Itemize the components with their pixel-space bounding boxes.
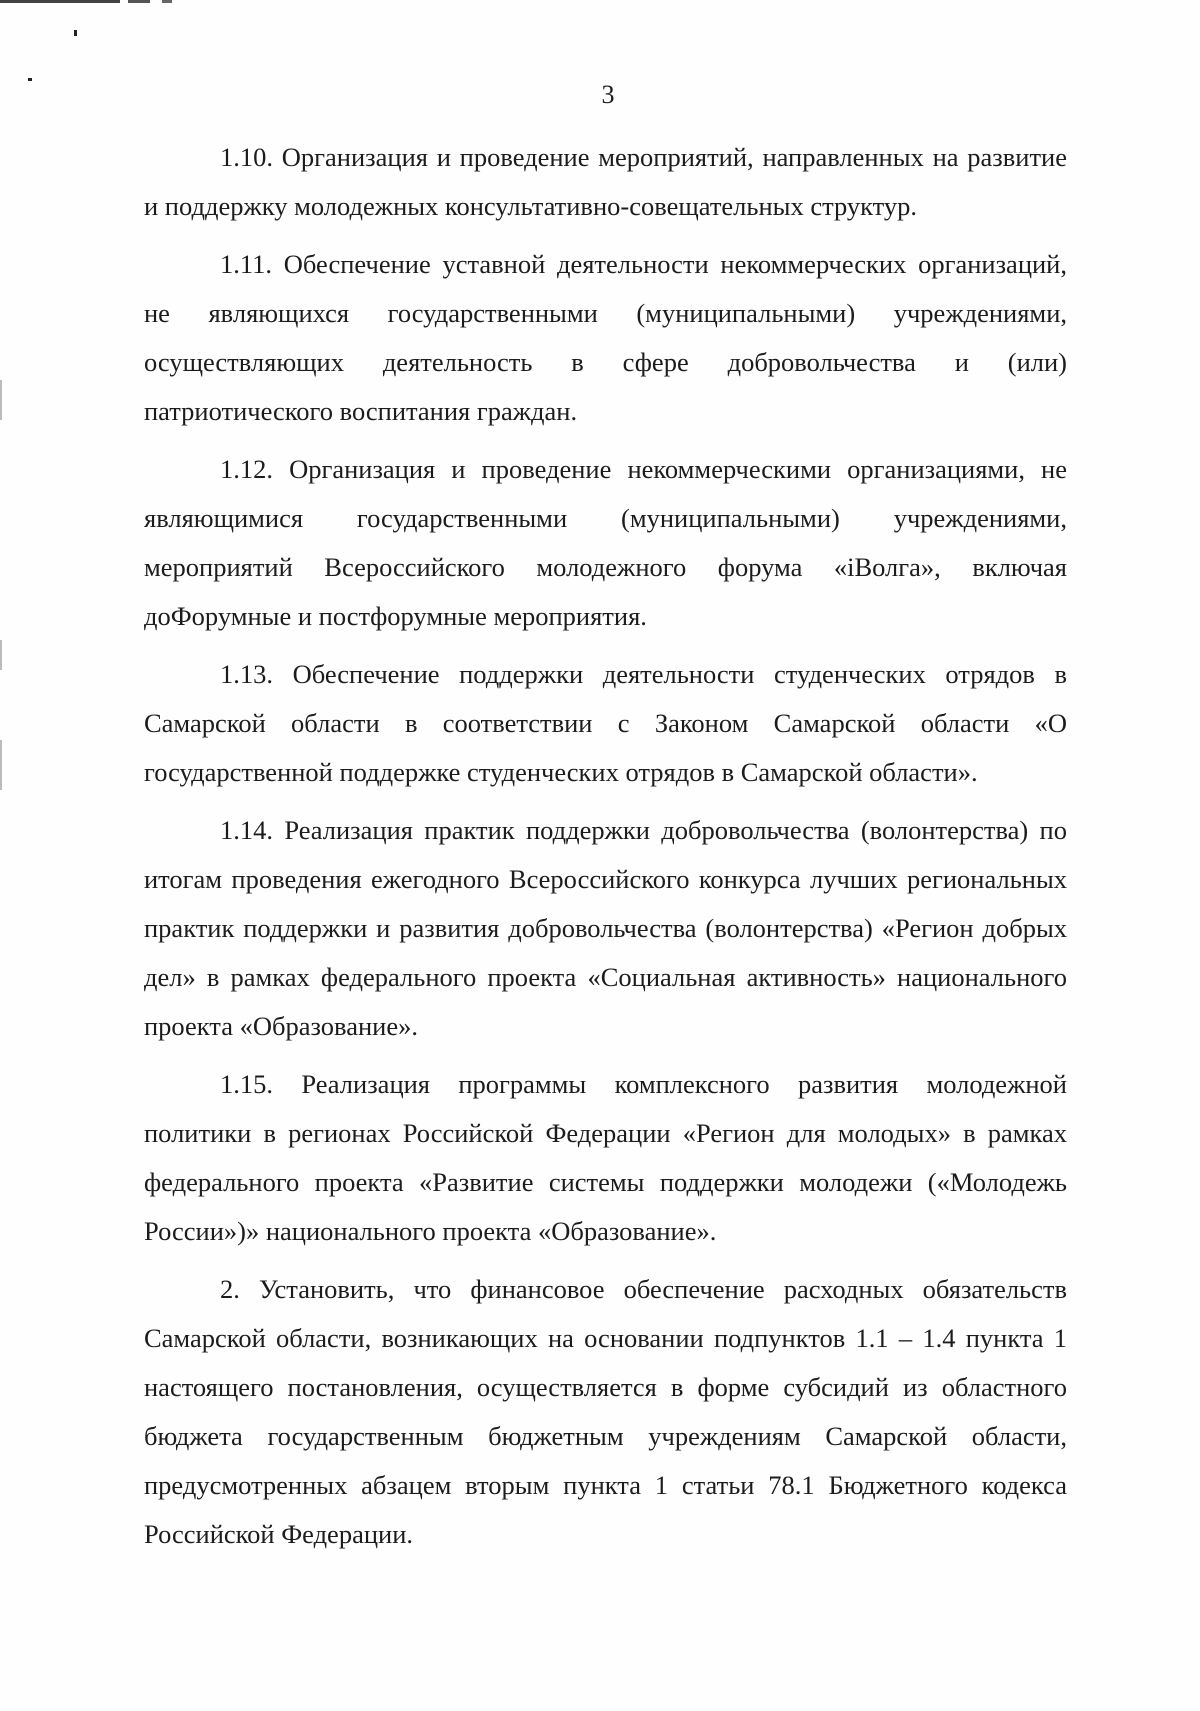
scan-artifact-dot (74, 30, 77, 36)
paragraph-1-11: 1.11. Обеспечение уставной деятельности некоммерческих организаций, не являющихся государственными (муниципальными) учреждениями, осуществляющих деятельность в сфере добровольчества и (или) патриотического воспитания граждан. (144, 249, 1067, 426)
scan-edge-mark (0, 740, 2, 790)
paragraph-1-15: 1.15. Реализация программы комплексного развития молодежной политики в регионах Российской Федерации «Регион для молодых» в рамках федерального проекта «Развитие системы поддержки молодежи («Молодежь России»)» национального проекта «Образование». (144, 1069, 1067, 1246)
paragraph-1-10: 1.10. Организация и проведение мероприятий, направленных на развитие и поддержку молодежных консультативно-совещательных структур. (144, 142, 1067, 221)
scan-artifact-line (128, 0, 150, 3)
scan-artifact-line (162, 0, 172, 3)
document-body (144, 133, 1067, 1568)
paragraph-1-13: 1.13. Обеспечение поддержки деятельности студенческих отрядов в Самарской области в соответствии с Законом Самарской области «О государственной поддержке студенческих отрядов в Самарской области». (144, 659, 1067, 787)
paragraph-1-14: 1.14. Реализация практик поддержки добровольчества (волонтерства) по итогам проведения ежегодного Всероссийского конкурса лучших региональных практик поддержки и развития добровольчества (волонтерства) «Регион добрых дел» в рамках федерального проекта «Социальная активность» национального проекта «Образование». (144, 815, 1067, 1041)
paragraph-1-12: 1.12. Организация и проведение некоммерческими организациями, не являющимися государственными (муниципальными) учреждениями, мероприятий Всероссийского молодежного форума «iВолга», включая доФорумные и постфорумные мероприятия. (144, 454, 1067, 631)
page-number-text: 3 (601, 80, 615, 109)
scan-edge-mark (0, 640, 2, 670)
page-number (0, 80, 1200, 110)
paragraph-2: 2. Установить, что финансовое обеспечение расходных обязательств Самарской области, возникающих на основании подпунктов 1.1 – 1.4 пункта 1 настоящего постановления, осуществляется в форме субсидий из областного бюджета государственным бюджетным учреждениям Самарской области, предусмотренных абзацем вторым пункта 1 статьи 78.1 Бюджетного кодекса Российской Федерации. (144, 1274, 1067, 1549)
scan-edge-mark (0, 380, 2, 420)
scan-artifact-line (0, 0, 120, 3)
